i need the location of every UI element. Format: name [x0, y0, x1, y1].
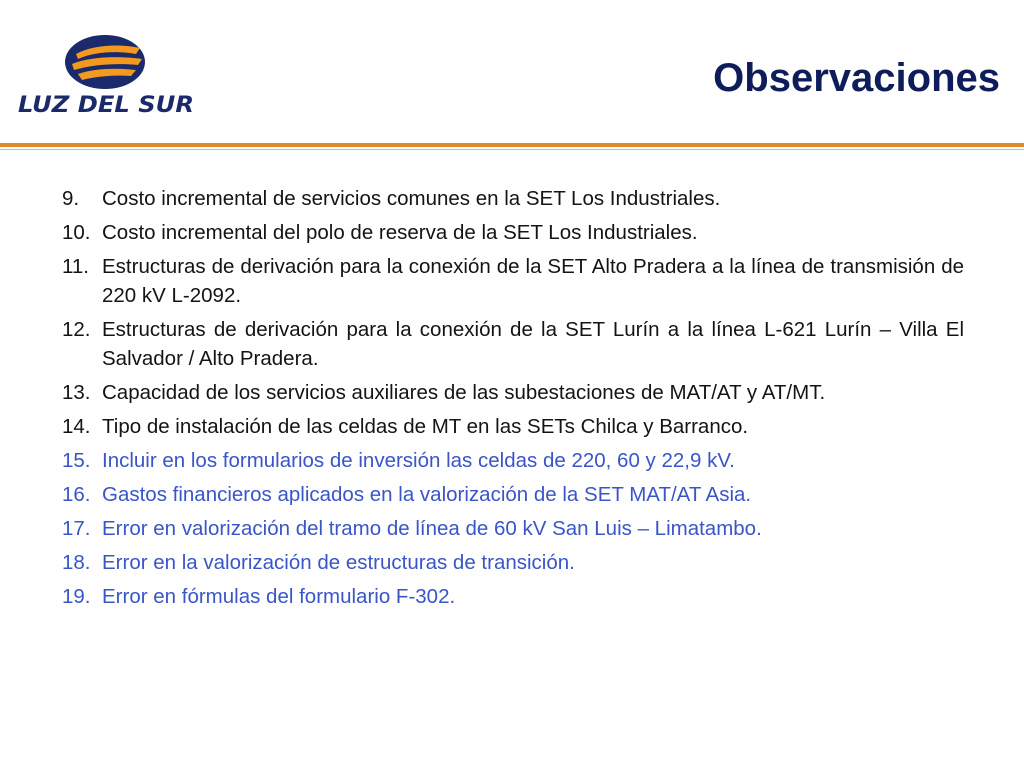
observations-list [62, 184, 964, 616]
item-number: 19. [62, 585, 91, 608]
list-item [62, 378, 964, 407]
item-text: Capacidad de los servicios auxiliares de las subestaciones de MAT/AT y AT/MT. [102, 381, 826, 404]
item-number: 18. [62, 551, 91, 574]
item-number: 12. [62, 318, 91, 341]
item-text: Costo incremental del polo de reserva de la SET Los Industriales. [102, 221, 698, 244]
logo-wordmark: LUZ DEL SUR [18, 93, 194, 118]
item-text: Estructuras de derivación para la conexión de la SET Alto Pradera a la línea de transmisión de 220 kV L-2092. [102, 255, 964, 307]
item-number: 15. [62, 449, 91, 472]
item-text: Incluir en los formularios de inversión las celdas de 220, 60 y 22,9 kV. [102, 449, 735, 472]
item-text: Error en fórmulas del formulario F-302. [102, 585, 456, 608]
item-number: 14. [62, 415, 91, 438]
list-item [62, 315, 964, 373]
luz-del-sur-logo [14, 32, 200, 120]
page-title: Observaciones [713, 56, 1000, 100]
header-divider-shadow [0, 149, 1024, 150]
item-text: Error en valorización del tramo de línea de 60 kV San Luis – Limatambo. [102, 517, 762, 540]
item-number: 17. [62, 517, 91, 540]
item-number: 16. [62, 483, 91, 506]
item-number: 10. [62, 221, 91, 244]
item-text: Tipo de instalación de las celdas de MT en las SETs Chilca y Barranco. [102, 415, 749, 438]
luz-del-sur-logo-graphic [14, 32, 200, 120]
list-item [62, 548, 964, 577]
item-number: 13. [62, 381, 91, 404]
list-item [62, 218, 964, 247]
item-text: Error en la valorización de estructuras de transición. [102, 551, 575, 574]
list-item [62, 514, 964, 543]
item-number: 11. [62, 255, 89, 278]
header-divider [0, 143, 1024, 147]
list-item [62, 252, 964, 310]
list-item [62, 446, 964, 475]
list-item [62, 184, 964, 213]
list-item [62, 582, 964, 611]
item-text: Estructuras de derivación para la conexión de la SET Lurín a la línea L-621 Lurín – Villa El Salvador / Alto Pradera. [102, 318, 964, 370]
item-number: 9. [62, 187, 80, 210]
item-text: Gastos financieros aplicados en la valorización de la SET MAT/AT Asia. [102, 483, 752, 506]
list-item [62, 412, 964, 441]
item-text: Costo incremental de servicios comunes en la SET Los Industriales. [102, 187, 721, 210]
list-item [62, 480, 964, 509]
